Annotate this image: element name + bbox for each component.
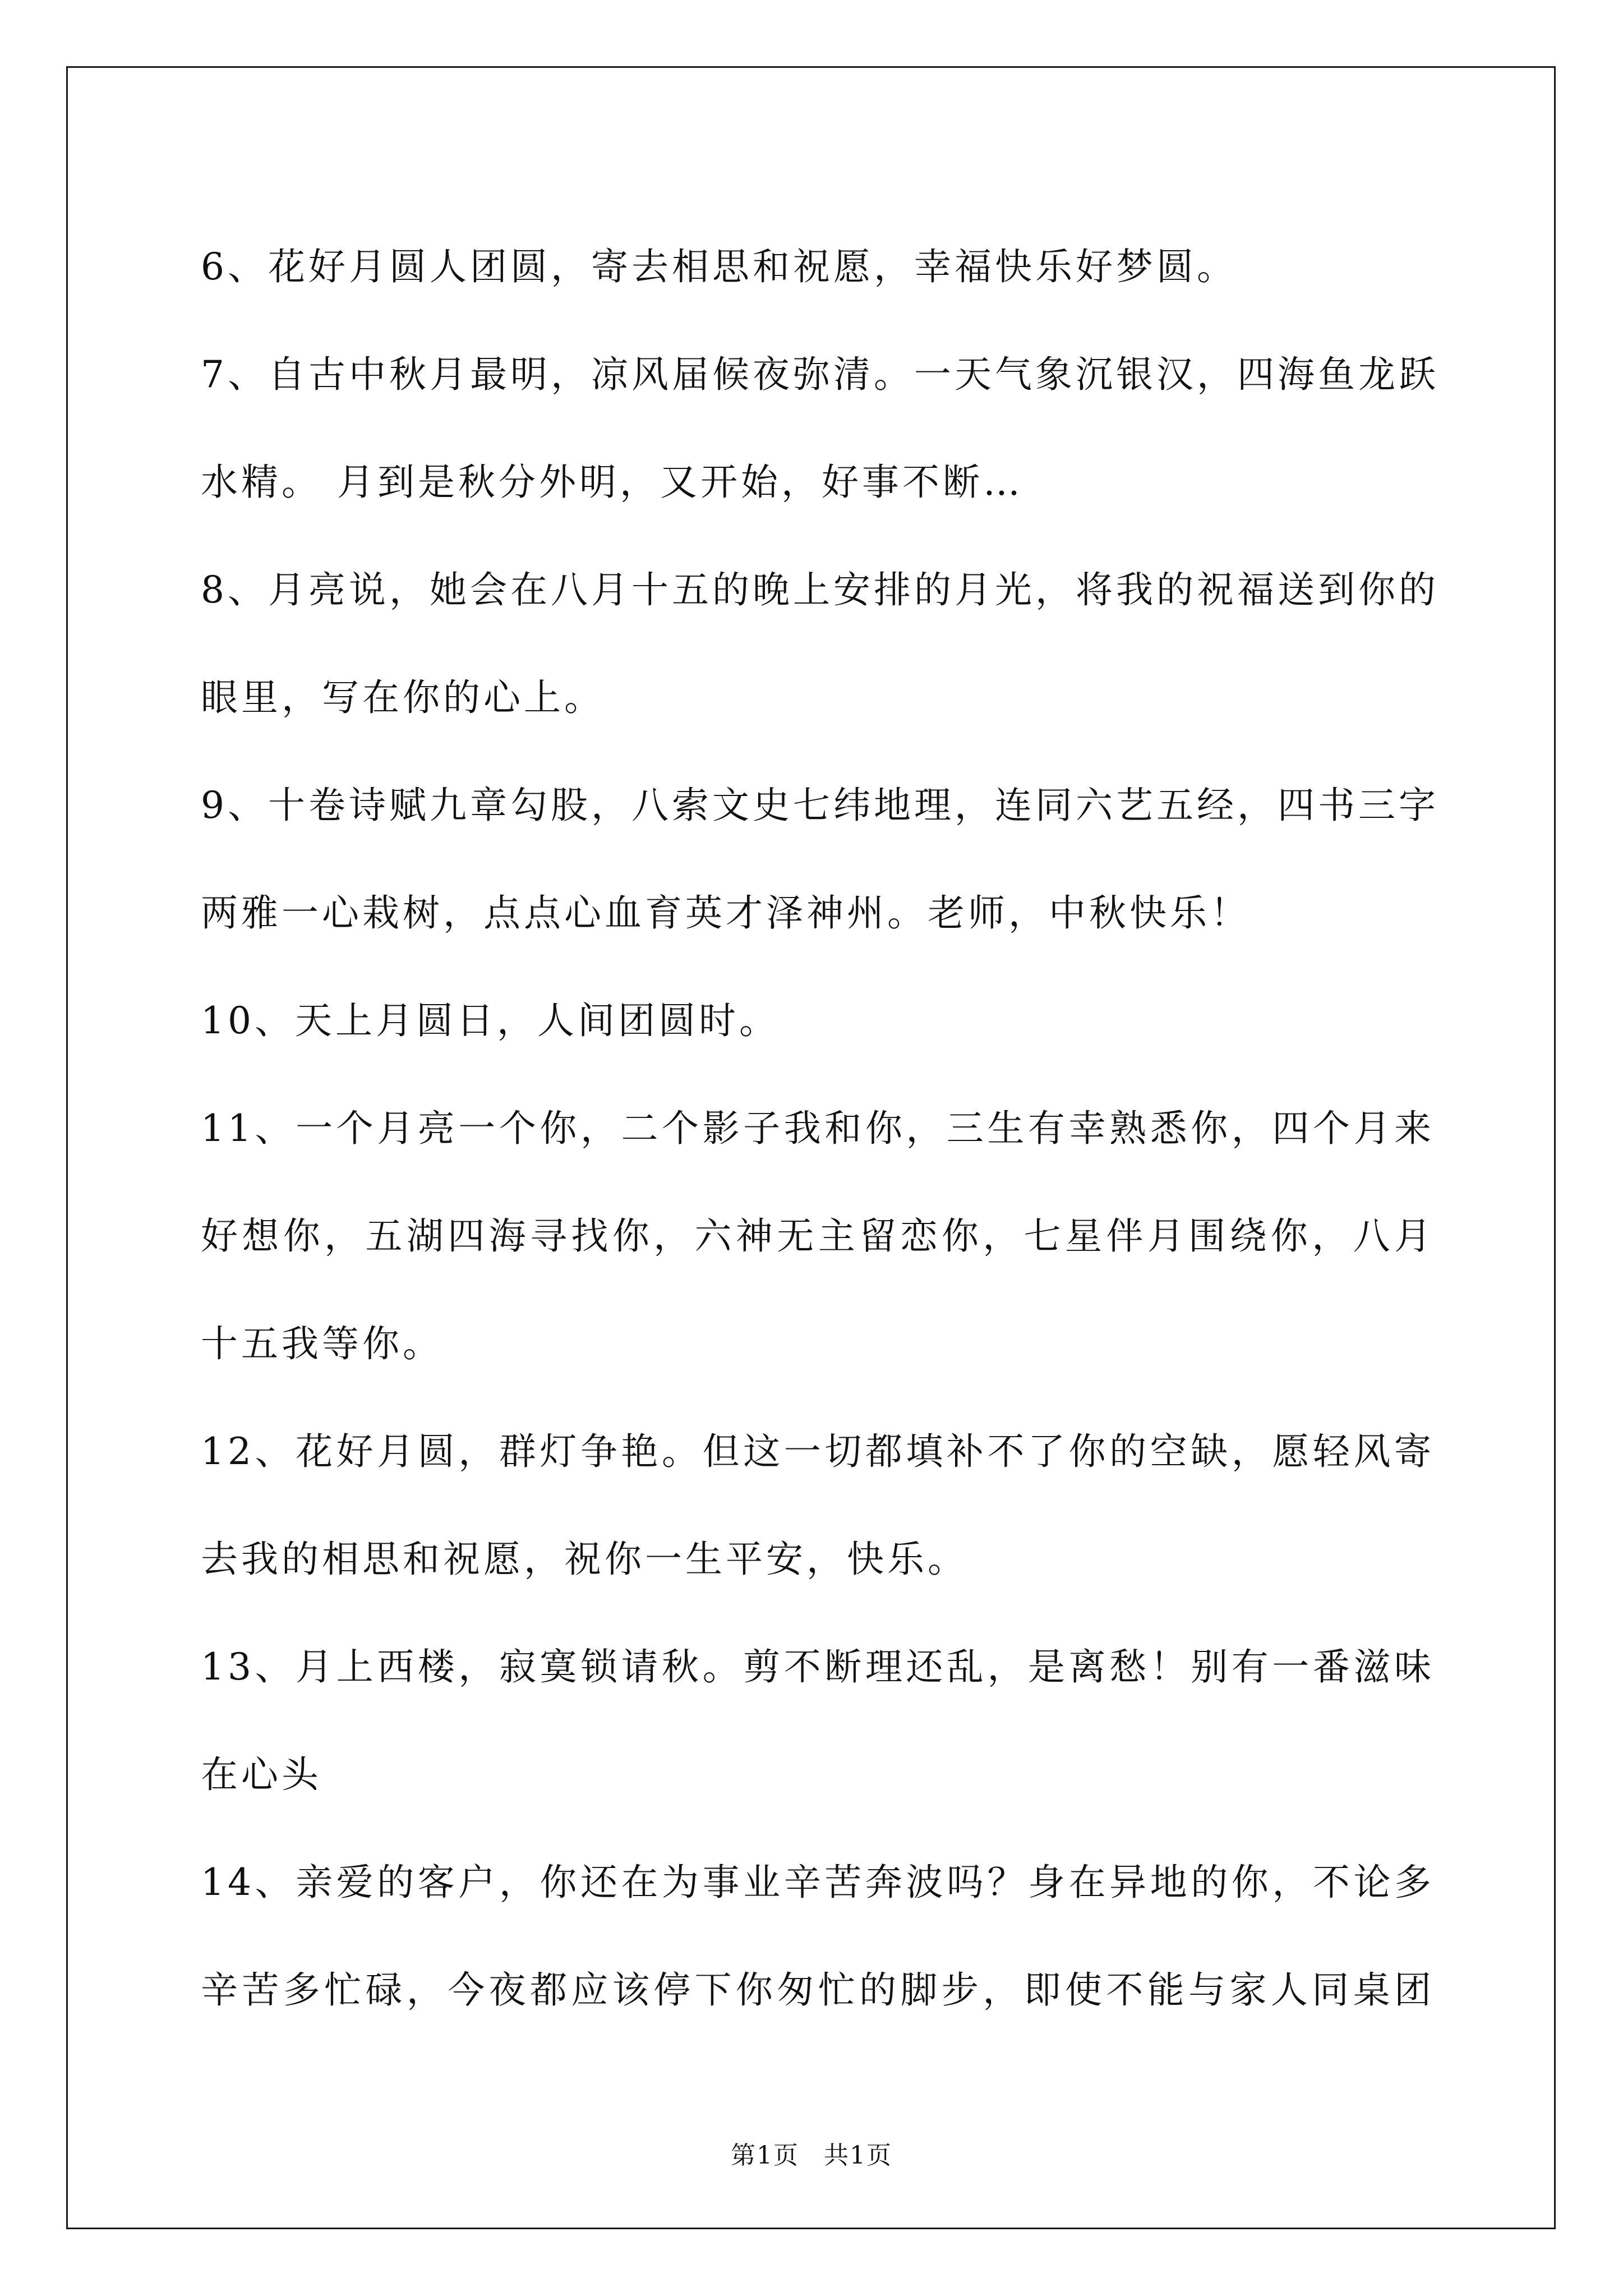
text-line: 8、月亮说，她会在八月十五的晚上安排的月光，将我的祝福送到你的	[201, 568, 1439, 611]
text-line: 十五我等你。	[201, 1322, 443, 1365]
text-line: 好想你，五湖四海寻找你，六神无主留恋你，七星伴月围绕你，八月	[201, 1214, 1435, 1258]
document-body	[201, 213, 1439, 2044]
text-line: 6、花好月圆人团圆，寄去相思和祝愿，幸福快乐好梦圆。	[201, 245, 1237, 288]
text-line: 12、花好月圆，群灯争艳。但这一切都填补不了你的空缺，愿轻风寄	[201, 1430, 1435, 1473]
text-line: 14、亲爱的客户，你还在为事业辛苦奔波吗？身在异地的你，不论多	[201, 1861, 1435, 1904]
text-line: 眼里，写在你的心上。	[201, 676, 605, 719]
page-footer	[0, 2135, 1623, 2171]
text-line: 7、自古中秋月最明，凉风届候夜弥清。一天气象沉银汉，四海鱼龙跃	[201, 353, 1439, 396]
text-line: 10、天上月圆日，人间团圆时。	[201, 999, 780, 1042]
text-line: 去我的相思和祝愿，祝你一生平安，快乐。	[201, 1538, 968, 1581]
text-line: 在心头	[201, 1753, 322, 1796]
text-line: 两雅一心栽树，点点心血育英才泽神州。老师，中秋快乐！	[201, 891, 1251, 935]
text-line: 9、十卷诗赋九章勾股，八索文史七纬地理，连同六艺五经，四书三字	[201, 784, 1439, 827]
page-number-current: 第1页	[731, 2141, 799, 2170]
text-line: 水精。 月到是秋分外明，又开始，好事不断…	[201, 461, 1023, 504]
page-number-total: 共1页	[824, 2141, 892, 2170]
text-line: 辛苦多忙碌，今夜都应该停下你匆忙的脚步，即使不能与家人同桌团	[201, 1968, 1435, 2012]
text-line: 11、一个月亮一个你，二个影子我和你，三生有幸熟悉你，四个月来	[201, 1107, 1435, 1150]
text-line: 13、月上西楼，寂寞锁请秋。剪不断理还乱，是离愁！别有一番滋味	[201, 1645, 1435, 1688]
